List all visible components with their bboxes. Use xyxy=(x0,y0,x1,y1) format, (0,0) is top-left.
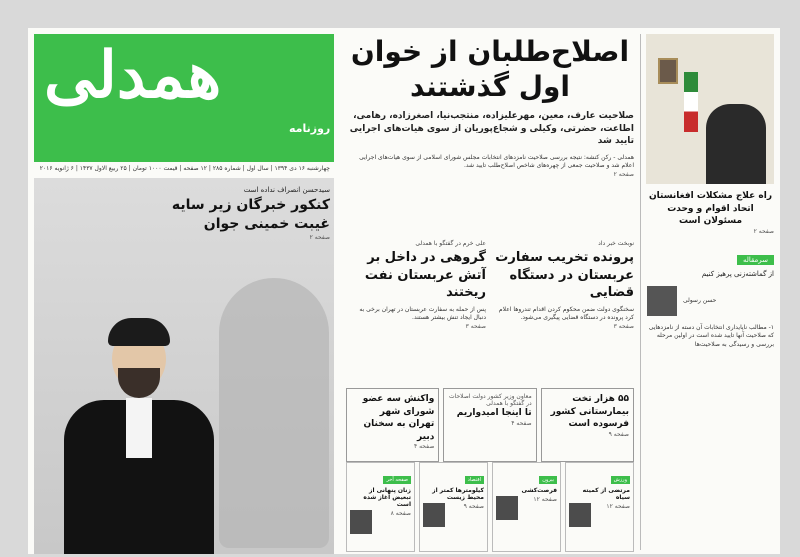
author-avatar xyxy=(647,286,677,316)
thumb-row xyxy=(346,462,634,552)
logo-subtitle: روزنامه xyxy=(289,122,331,135)
right-ref[interactable]: صفحه ۲ xyxy=(753,227,774,235)
hero-kicker: سیدحسن انصراف نداده است xyxy=(243,186,330,194)
box-title: ۵۵ هزار تخت بیمارستانی کشور فرسوده است xyxy=(550,394,629,430)
thumb-tag: بیرون xyxy=(539,476,557,484)
box-ref: صفحه ۴ xyxy=(511,419,532,427)
newspaper-logo: همدلی xyxy=(44,38,222,113)
story-saudi-fire xyxy=(346,240,486,400)
right-column xyxy=(640,34,774,550)
dateline: چهارشنبه ۱۶ دی ۱۳۹۴ | سال اول | شماره ۲۸۵ | ۱۲ صفحه | قیمت ۱۰۰۰ تومان | ۲۵ ربیع الاول ۱۴۳۷ | ۶ ژانویه ۲۰۱۶ xyxy=(39,165,330,172)
box-interview[interactable] xyxy=(443,388,536,462)
newspaper-page xyxy=(28,28,780,554)
story-ref[interactable]: صفحه ۳ xyxy=(465,323,486,331)
box-kicker: معاون وزیر کشور دولت اصلاحات در گفتگو با همدلی xyxy=(448,393,532,407)
figure-beard xyxy=(118,368,160,398)
mid-stories xyxy=(346,240,634,400)
story-kicker: علی خرم در گفتگو با همدلی xyxy=(415,240,486,247)
story-title[interactable]: پرونده تخریب سفارت عربستان در دستگاه قضایی xyxy=(495,250,634,301)
thumb-story[interactable] xyxy=(492,462,561,552)
box-ref: صفحه ۴ xyxy=(413,443,435,451)
iran-flag xyxy=(684,72,698,132)
seated-figure xyxy=(706,104,766,184)
thumb-title: مرتضی از کمیته سیاه xyxy=(582,487,630,501)
lead-story xyxy=(346,34,634,178)
author-row xyxy=(647,286,774,316)
lead-ref[interactable]: صفحه ۲ xyxy=(613,171,634,179)
story-kicker: نوبخت خبر داد xyxy=(598,240,634,247)
story-ref[interactable]: صفحه ۳ xyxy=(613,323,634,331)
story-body: سخنگوی دولت ضمن محکوم کردن اقدام تندروها اعلام کرد پرونده در دستگاه قضایی پیگیری می‌شود. xyxy=(498,305,634,322)
editorial-body: ۱- مطالب ناپایداری انتخابات آن دسته از نامزدهایی که صلاحیت آنها تایید شده است در اولین مرحله بررسی و رسیدگی به صلاحیت‌ها xyxy=(648,323,774,349)
thumb-tag: اقتصاد xyxy=(465,476,484,484)
thumb-title: کیلومترها کمتر از محیط زیست xyxy=(432,487,484,501)
box-title: واکنش سه عضو شورای شهر تهران به سخنان دبیر xyxy=(362,394,435,442)
right-caption[interactable]: راه علاج مشکلات افغانستان اتحاد اقوام و وحدت مسئولان است xyxy=(649,191,772,227)
thumb-ref: صفحه ۸ xyxy=(390,510,411,517)
figure-turban xyxy=(108,318,170,346)
box-hospital-beds[interactable] xyxy=(541,388,634,462)
thumb-ref: صفحه ۱۲ xyxy=(606,503,630,510)
wall-portrait xyxy=(658,58,678,84)
thumb-title: زنان پنهانی از تبعیض آغاز شده است xyxy=(363,487,411,508)
hero-ref[interactable]: صفحه ۲ xyxy=(309,233,330,241)
thumb-ref: صفحه ۹ xyxy=(463,503,484,510)
thumb-story[interactable] xyxy=(346,462,415,552)
lead-body: همدلی - رکن کنشه: نتیجه بررسی صلاحیت نامزدهای انتخابات مجلس شورای اسلامی از سوی هیات‌های اجرایی اعلام شد و صلاحیت جمعی از چهره‌های شاخص اصلاح‌طلب تایید شد. xyxy=(359,153,634,170)
hero-story xyxy=(148,186,330,241)
box-row xyxy=(346,388,634,462)
story-title[interactable]: گروهی در داخل بر آتش عربستان نفت ریختند xyxy=(364,250,486,301)
leader-photo xyxy=(646,34,774,184)
thumb-photo xyxy=(423,503,445,527)
author-name: حسن رسولی xyxy=(683,297,717,305)
box-ref: صفحه ۹ xyxy=(608,430,629,438)
shadow-shape xyxy=(219,278,329,548)
thumb-story[interactable] xyxy=(565,462,634,552)
box-title: تا اینجا امیدواریم xyxy=(456,408,532,418)
lead-subtitle: صلاحیت عارف، معین، مهرعلیزاده، منتجب‌نیا، اصغرزاده، رهامی، اطاعت، حضرتی، وکیلی و شجاع‌پوریان از سوی هیات‌های اجرایی تایید شد xyxy=(349,111,634,147)
story-embassy-case xyxy=(494,240,634,400)
thumb-title: فرصت‌کشی xyxy=(521,487,557,494)
thumb-photo xyxy=(496,496,518,520)
thumb-tag: ورزش xyxy=(611,476,630,484)
figure-collar xyxy=(126,398,152,458)
masthead xyxy=(34,34,334,162)
hero-title[interactable]: کنکور خبرگان زیر سایه غیبت خمینی جوان xyxy=(171,197,330,232)
editorial-title[interactable]: از گماشته‌زنی پرهیز کنیم xyxy=(701,269,774,278)
lead-title[interactable]: اصلاح‌طلبان از خوان اول گذشتند xyxy=(350,35,630,103)
story-body: پس از حمله به سفارت عربستان در تهران برخی به دنبال ایجاد تنش بیشتر هستند. xyxy=(359,305,486,322)
editorial-tag: سرمقاله xyxy=(737,255,774,265)
thumb-photo xyxy=(350,510,372,534)
thumb-tag: صفحه آخر xyxy=(383,476,411,484)
thumb-ref: صفحه ۱۲ xyxy=(533,496,557,503)
box-council[interactable] xyxy=(346,388,439,462)
thumb-photo xyxy=(569,503,591,527)
thumb-story[interactable] xyxy=(419,462,488,552)
